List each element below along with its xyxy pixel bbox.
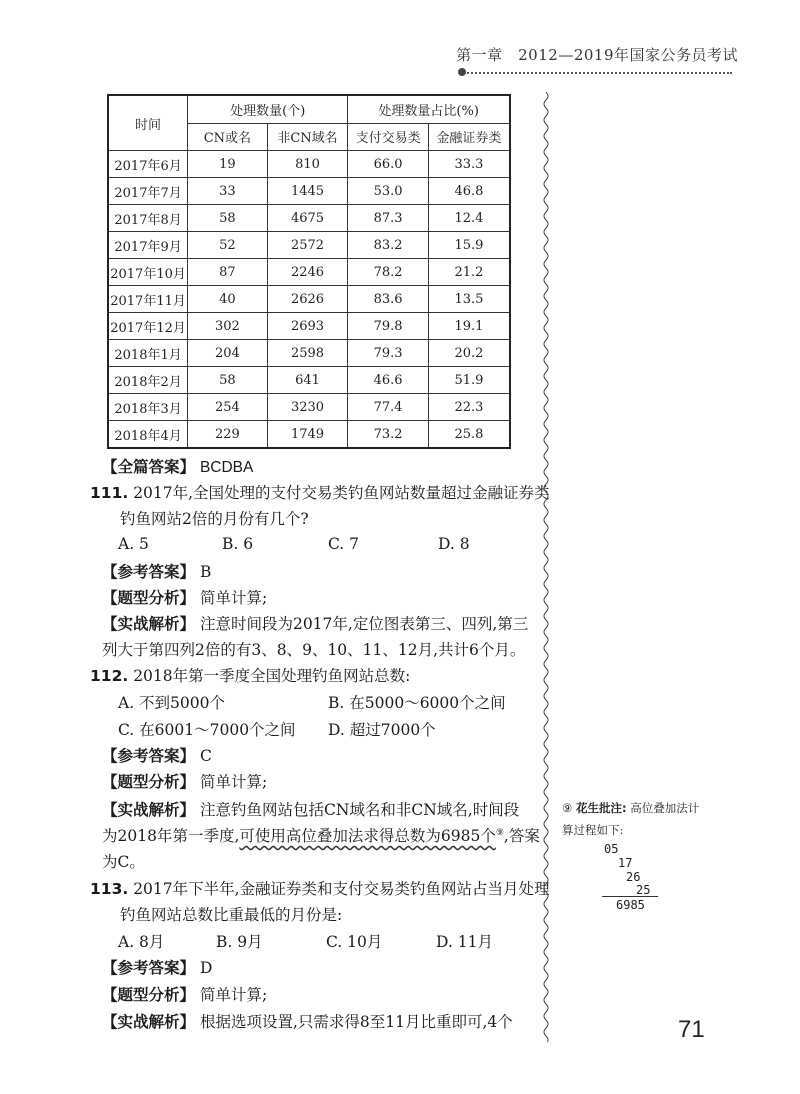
- subheader-finance: 金融证券类: [428, 123, 510, 151]
- header-percent: 处理数量占比(%): [348, 95, 510, 123]
- q111-analysis-line1: [102, 612, 528, 634]
- calc-row-3: 26: [626, 870, 641, 884]
- cell-payment-pct: 79.8: [348, 313, 429, 340]
- side-note-marker: ⑨: [562, 801, 573, 815]
- q111-line1: [90, 481, 550, 503]
- q112-option-b: B. 在5000～6000个之间: [328, 694, 506, 712]
- q112-practice-label: 【实战解析】: [102, 801, 196, 819]
- cell-payment-pct: 77.4: [348, 394, 429, 421]
- q112-type: 简单计算;: [199, 773, 268, 791]
- cell-non-cn-count: 2246: [267, 259, 348, 286]
- cell-month: 2017年11月: [108, 286, 188, 313]
- cell-non-cn-count: 1749: [267, 421, 348, 449]
- cell-non-cn-count: 4675: [267, 205, 348, 232]
- q112-number: 112.: [90, 667, 129, 685]
- cell-finance-pct: 13.5: [428, 286, 510, 313]
- q112-answer-label: 【参考答案】: [102, 747, 196, 765]
- side-note-text2: 算过程如下:: [562, 823, 624, 837]
- table-row: [108, 205, 510, 232]
- cell-month: 2017年7月: [108, 178, 188, 205]
- subheader-non-cn: 非CN域名: [267, 123, 348, 151]
- q113-type-label: 【题型分析】: [102, 986, 196, 1004]
- cell-payment-pct: 83.6: [348, 286, 429, 313]
- q111-practice-label: 【实战解析】: [102, 615, 196, 633]
- q111-type-label: 【题型分析】: [102, 589, 196, 607]
- table-row: [108, 151, 510, 178]
- q112-line1: [90, 664, 410, 686]
- q111-option-a: A. 5: [118, 535, 149, 553]
- q111-analysis2: 列大于第四列2倍的有3、8、9、10、11、12月,共计6个月。: [102, 641, 526, 659]
- calc-row-4: 25: [636, 883, 651, 897]
- q113-type-line: [102, 983, 267, 1005]
- side-note-title: 花生批注:: [575, 801, 627, 815]
- side-note-text1: 高位叠加法计: [630, 801, 700, 815]
- q113-analysis1: 根据选项设置,只需求得8至11月比重即可,4个: [199, 1013, 513, 1031]
- q111-option-c: C. 7: [328, 535, 360, 553]
- table-row: [108, 286, 510, 313]
- cell-payment-pct: 53.0: [348, 178, 429, 205]
- q113-text2: 钓鱼网站总数比重最低的月份是:: [120, 906, 343, 924]
- cell-cn-count: 19: [188, 151, 268, 178]
- cell-month: 2017年9月: [108, 232, 188, 259]
- q113-answer-label: 【参考答案】: [102, 959, 196, 977]
- cell-non-cn-count: 3230: [267, 394, 348, 421]
- q111-answer: B: [199, 563, 212, 581]
- table-row: [108, 232, 510, 259]
- subheader-cn: CN或名: [188, 123, 268, 151]
- cell-cn-count: 33: [188, 178, 268, 205]
- q113-option-a: A. 8月: [118, 933, 165, 951]
- q112-analysis2c: ,答案: [503, 827, 540, 845]
- table-row: [108, 178, 510, 205]
- q111-answer-label: 【参考答案】: [102, 563, 196, 581]
- cell-finance-pct: 20.2: [428, 340, 510, 367]
- header-time: 时间: [108, 95, 188, 151]
- cell-cn-count: 40: [188, 286, 268, 313]
- cell-finance-pct: 25.8: [428, 421, 510, 449]
- full-answer-label: 【全篇答案】: [102, 458, 196, 476]
- cell-payment-pct: 46.6: [348, 367, 429, 394]
- q113-option-c: C. 10月: [326, 933, 383, 951]
- table-row: [108, 394, 510, 421]
- q112-type-line: [102, 770, 267, 792]
- q112-footnote-marker: ⑨: [495, 827, 504, 838]
- cell-payment-pct: 87.3: [348, 205, 429, 232]
- cell-finance-pct: 33.3: [428, 151, 510, 178]
- header-count: 处理数量(个): [188, 95, 348, 123]
- q113-text1: 2017年下半年,金融证券类和支付交易类钓鱼网站占当月处理: [133, 880, 550, 898]
- q112-option-c: C. 在6001～7000个之间: [118, 721, 296, 739]
- q111-analysis1: 注意时间段为2017年,定位图表第三、四列,第三: [199, 615, 529, 633]
- q112-option-d: D. 超过7000个: [328, 721, 436, 739]
- table-body: [108, 151, 510, 449]
- page-number: 71: [678, 1016, 705, 1043]
- cell-month: 2018年3月: [108, 394, 188, 421]
- cell-cn-count: 87: [188, 259, 268, 286]
- header-rule: [464, 72, 732, 74]
- q112-analysis-line1: [102, 798, 519, 820]
- q112-answer-line: [102, 744, 212, 766]
- q112-text1: 2018年第一季度全国处理钓鱼网站总数:: [133, 667, 411, 685]
- q112-analysis2-highlight: 可使用高位叠加法求得总数为6985个: [239, 827, 496, 845]
- cell-cn-count: 58: [188, 205, 268, 232]
- q113-option-d: D. 11月: [436, 933, 493, 951]
- chapter-header: 第一章 2012—2019年国家公务员考试: [456, 46, 738, 64]
- cell-finance-pct: 19.1: [428, 313, 510, 340]
- q113-option-b: B. 9月: [216, 933, 263, 951]
- q113-number: 113.: [90, 880, 129, 898]
- cell-month: 2017年6月: [108, 151, 188, 178]
- cell-month: 2017年8月: [108, 205, 188, 232]
- cell-cn-count: 58: [188, 367, 268, 394]
- q112-analysis3: 为C。: [102, 853, 145, 871]
- q111-type-line: [102, 586, 267, 608]
- q112-answer: C: [199, 747, 212, 765]
- calc-sum-rule: [602, 896, 658, 897]
- cell-cn-count: 302: [188, 313, 268, 340]
- cell-finance-pct: 15.9: [428, 232, 510, 259]
- q113-type: 简单计算;: [199, 986, 268, 1004]
- cell-non-cn-count: 2693: [267, 313, 348, 340]
- cell-non-cn-count: 2626: [267, 286, 348, 313]
- side-note-line1: [562, 800, 699, 816]
- q112-option-a: A. 不到5000个: [118, 694, 225, 712]
- q112-analysis1: 注意钓鱼网站包括CN域名和非CN域名,时间段: [199, 801, 520, 819]
- q111-type: 简单计算;: [199, 589, 268, 607]
- q111-number: 111.: [90, 484, 129, 502]
- cell-payment-pct: 66.0: [348, 151, 429, 178]
- cell-non-cn-count: 2598: [267, 340, 348, 367]
- cell-non-cn-count: 641: [267, 367, 348, 394]
- full-answer-line: [102, 455, 253, 477]
- cell-non-cn-count: 2572: [267, 232, 348, 259]
- q111-text2: 钓鱼网站2倍的月份有几个?: [120, 510, 309, 528]
- q113-line1: [90, 877, 550, 899]
- cell-finance-pct: 21.2: [428, 259, 510, 286]
- cell-month: 2018年4月: [108, 421, 188, 449]
- calc-row-1: 05: [604, 842, 619, 856]
- table-row: [108, 367, 510, 394]
- q113-answer-line: [102, 956, 212, 978]
- calc-total: 6985: [616, 898, 645, 912]
- phishing-data-table: [107, 94, 511, 449]
- cell-payment-pct: 73.2: [348, 421, 429, 449]
- q112-type-label: 【题型分析】: [102, 773, 196, 791]
- cell-month: 2017年12月: [108, 313, 188, 340]
- cell-month: 2017年10月: [108, 259, 188, 286]
- cell-finance-pct: 22.3: [428, 394, 510, 421]
- q111-option-d: D. 8: [438, 535, 470, 553]
- calc-row-2: 17: [618, 856, 633, 870]
- table-row: [108, 313, 510, 340]
- q111-text1: 2017年,全国处理的支付交易类钓鱼网站数量超过金融证券类: [133, 484, 550, 502]
- table-row: [108, 340, 510, 367]
- cell-cn-count: 204: [188, 340, 268, 367]
- cell-finance-pct: 12.4: [428, 205, 510, 232]
- cell-finance-pct: 46.8: [428, 178, 510, 205]
- cell-finance-pct: 51.9: [428, 367, 510, 394]
- q111-answer-line: [102, 560, 211, 582]
- subheader-payment: 支付交易类: [348, 123, 429, 151]
- cell-payment-pct: 78.2: [348, 259, 429, 286]
- table-row: [108, 259, 510, 286]
- margin-divider: [540, 92, 552, 1042]
- cell-non-cn-count: 1445: [267, 178, 348, 205]
- q113-analysis-line1: [102, 1010, 513, 1032]
- q111-option-b: B. 6: [222, 535, 254, 553]
- cell-payment-pct: 83.2: [348, 232, 429, 259]
- table-row: [108, 421, 510, 449]
- cell-month: 2018年1月: [108, 340, 188, 367]
- cell-month: 2018年2月: [108, 367, 188, 394]
- q113-answer: D: [199, 959, 213, 977]
- q112-analysis2a: 为2018年第一季度,: [102, 827, 240, 845]
- cell-cn-count: 229: [188, 421, 268, 449]
- full-answer-value: BCDBA: [199, 459, 254, 476]
- cell-cn-count: 254: [188, 394, 268, 421]
- q113-practice-label: 【实战解析】: [102, 1013, 196, 1031]
- q112-analysis-line2: [102, 824, 540, 846]
- cell-payment-pct: 79.3: [348, 340, 429, 367]
- cell-cn-count: 52: [188, 232, 268, 259]
- cell-non-cn-count: 810: [267, 151, 348, 178]
